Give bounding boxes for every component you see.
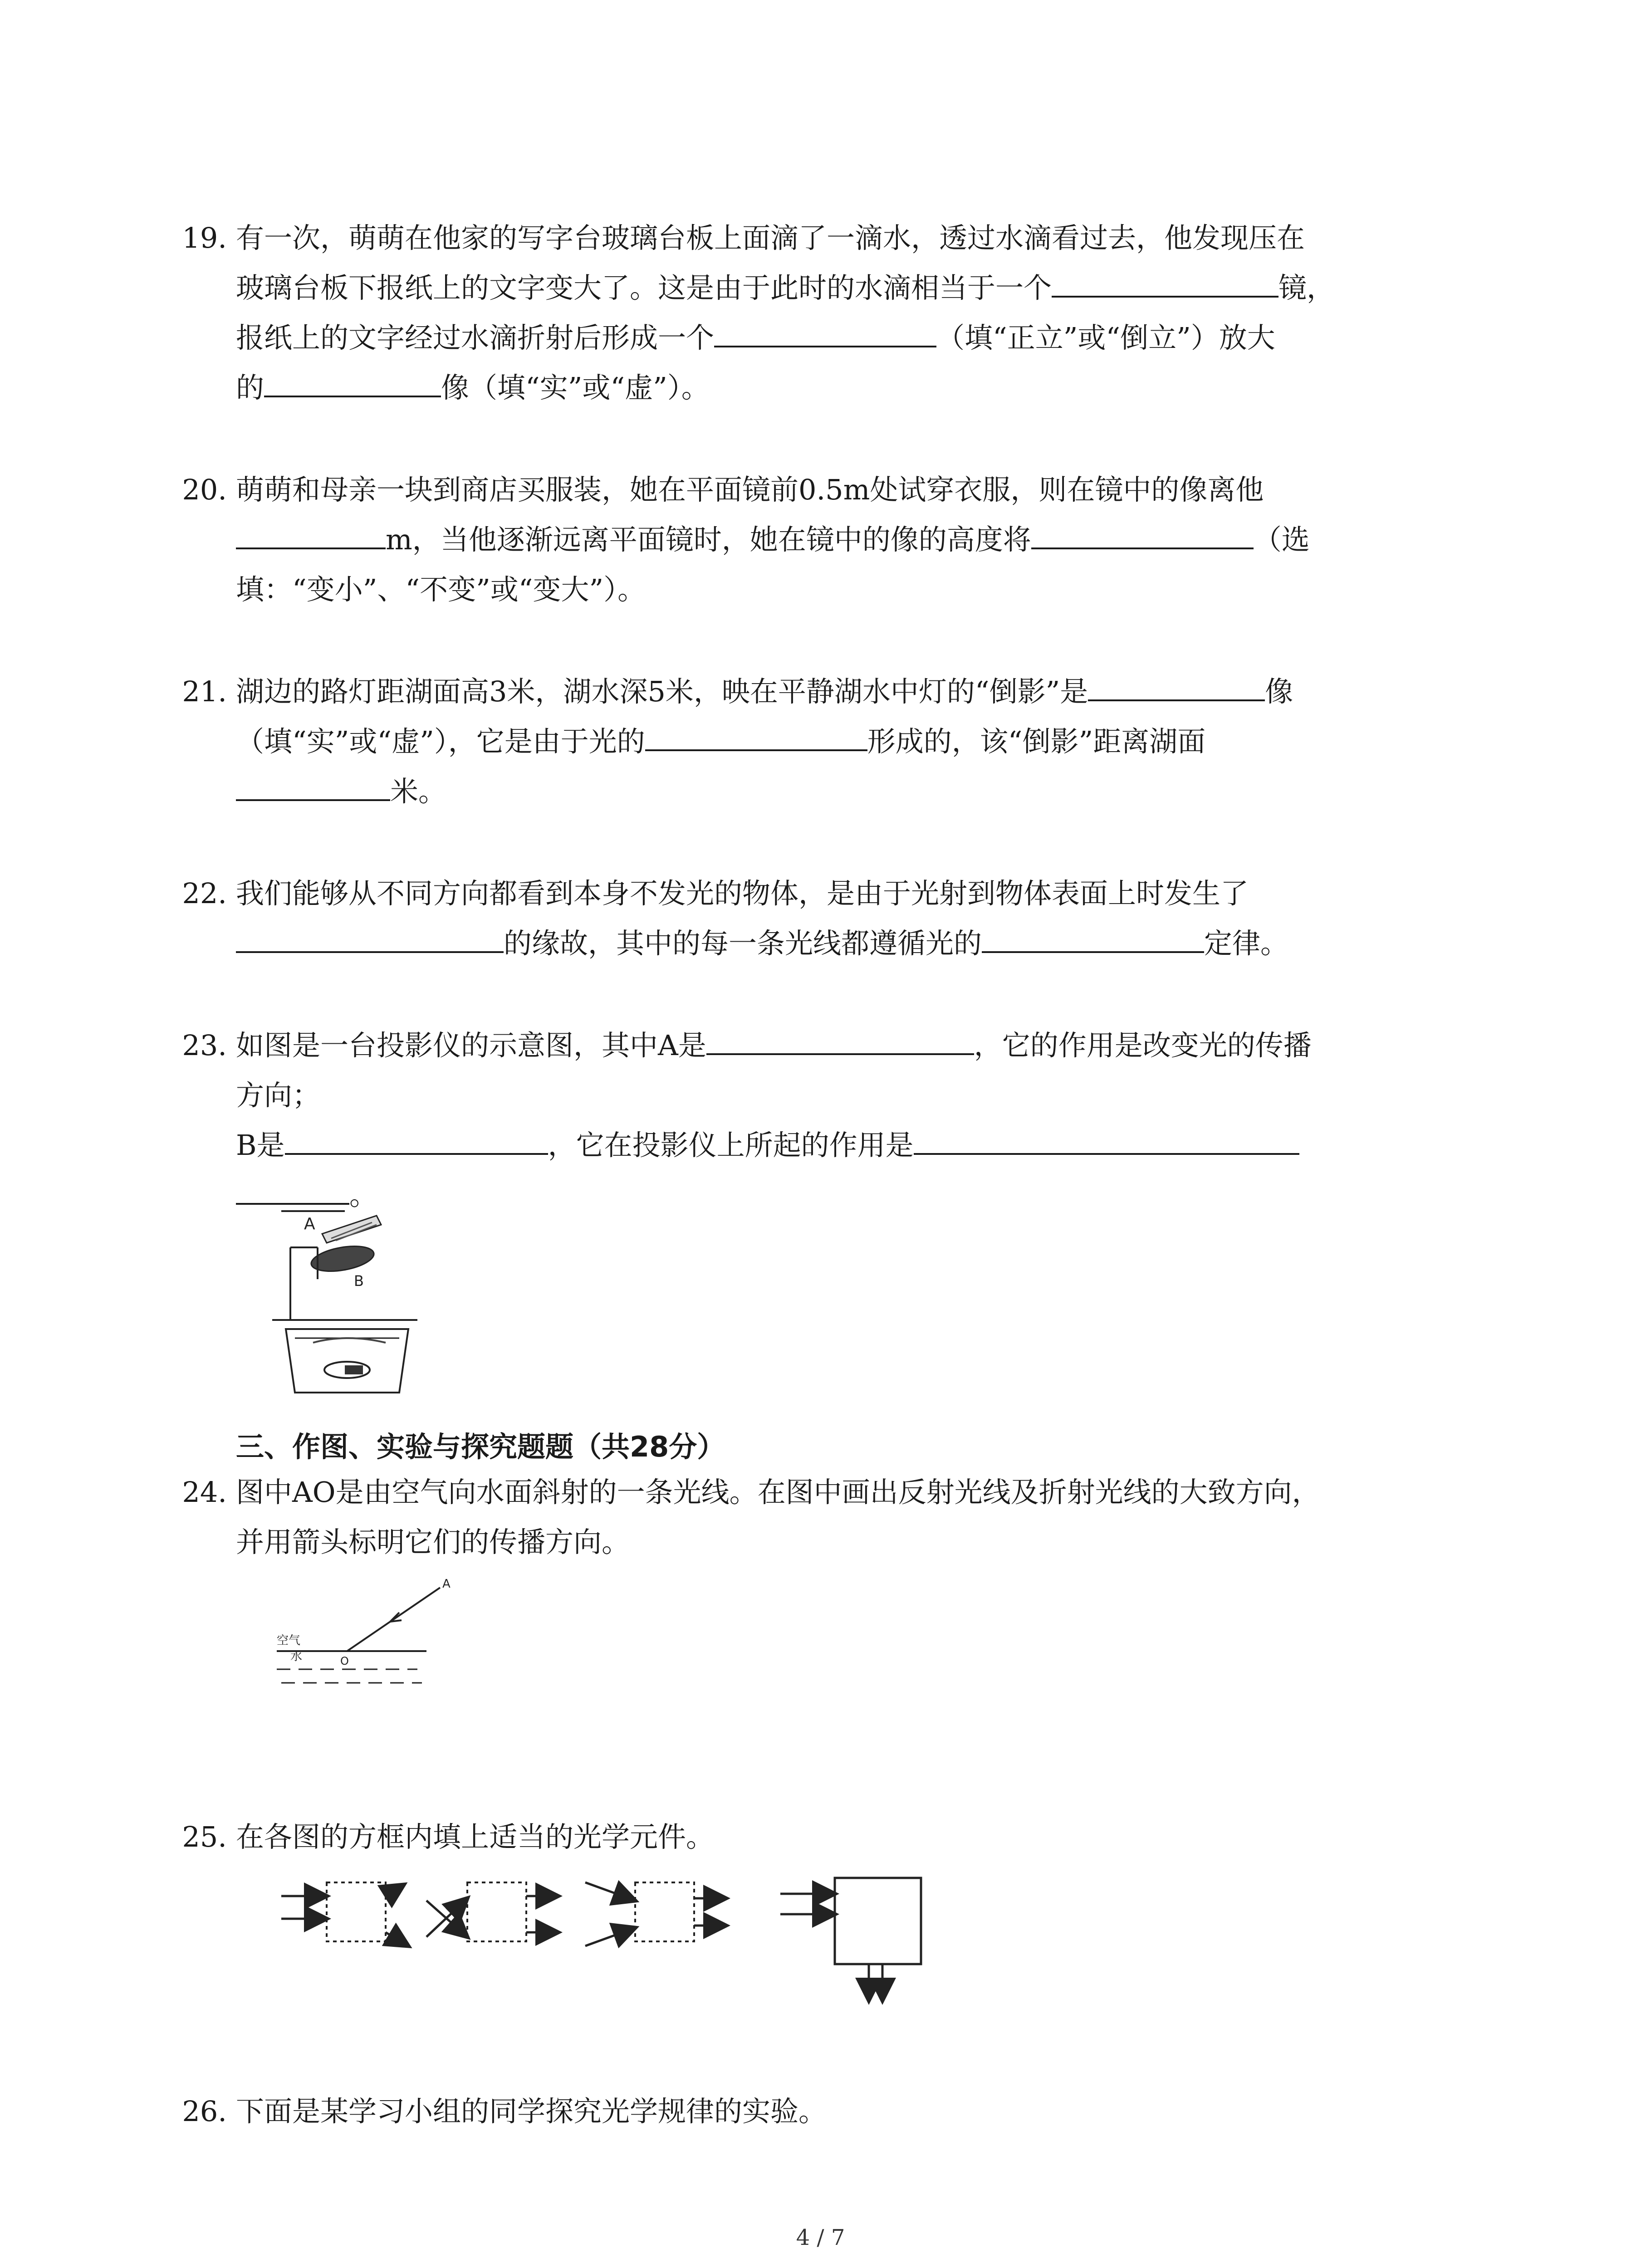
answer-blank[interactable] — [264, 364, 441, 397]
text-line: B是 — [236, 1129, 285, 1162]
text-line: 镜， — [1279, 271, 1335, 304]
question-26 — [182, 2087, 1461, 2136]
question-number: 25. — [182, 1820, 227, 1853]
answer-blank[interactable] — [982, 919, 1204, 953]
answer-blank[interactable] — [236, 1171, 349, 1205]
box-1 — [281, 1882, 408, 1946]
answer-blank[interactable] — [914, 1121, 1299, 1155]
text-line: 下面是某学习小组的同学探究光学规律的实验。 — [236, 2095, 827, 2128]
projector-diagram — [268, 1207, 449, 1397]
label-water: 水 — [290, 1650, 303, 1663]
answer-blank[interactable] — [714, 314, 936, 347]
text-line: 有一次，萌萌在他家的写字台玻璃台板上面滴了一滴水，透过水滴看过去，他发现压在 — [236, 221, 1305, 254]
question-19 — [182, 213, 1461, 413]
label-a: A — [304, 1215, 315, 1233]
question-number: 22. — [182, 877, 227, 910]
answer-blank[interactable] — [285, 1121, 548, 1155]
text-line: 填：“变小”、“不变”或“变大”）。 — [236, 573, 646, 606]
text-line: 湖边的路灯距湖面高3米，湖水深5米，映在平静湖水中灯的“倒影”是 — [236, 675, 1088, 708]
answer-blank[interactable] — [645, 718, 867, 751]
answer-blank[interactable] — [1052, 264, 1279, 298]
label-a: A — [442, 1579, 451, 1591]
question-number: 19. — [182, 221, 227, 254]
text-line: 米。 — [390, 775, 447, 808]
answer-blank[interactable] — [706, 1022, 974, 1055]
question-21 — [182, 667, 1461, 816]
text-line: ，它在投影仪上所起的作用是 — [548, 1129, 914, 1162]
question-24 — [182, 1467, 1461, 1567]
answer-blank[interactable] — [1031, 516, 1254, 549]
text-line: 的 — [236, 371, 265, 404]
text-line: 图中AO是由空气向水面斜射的一条光线。在图中画出反射光线及折射光线的大致方向， — [236, 1476, 1320, 1509]
text-line: 形成的，该“倒影”距离湖面 — [867, 725, 1206, 758]
text-line: （选 — [1253, 523, 1310, 556]
question-number: 26. — [182, 2095, 227, 2128]
text-line: 萌萌和母亲一块到商店买服装，她在平面镜前0.5m处试穿衣服，则在镜中的像离他 — [236, 473, 1264, 506]
text-line: 像 — [1265, 675, 1293, 708]
text-line: m，当他逐渐远离平面镜时，她在镜中的像的高度将 — [386, 523, 1031, 556]
text-line: （填“正立”或“倒立”）放大 — [936, 321, 1275, 354]
text-line: 我们能够从不同方向都看到本身不发光的物体，是由于光射到物体表面上时发生了 — [236, 877, 1249, 910]
text-line: 并用箭头标明它们的传播方向。 — [236, 1525, 630, 1559]
label-air: 空气 — [277, 1634, 301, 1647]
answer-blank[interactable] — [236, 767, 390, 801]
section-heading: 三、作图、实验与探究题题（共28分） — [236, 1430, 725, 1463]
text-line: 方向； — [236, 1079, 321, 1112]
box-3 — [585, 1882, 726, 1946]
label-b: B — [354, 1272, 364, 1290]
question-25 — [182, 1812, 1461, 1862]
text-line: 报纸上的文字经过水滴折射后形成一个 — [236, 321, 715, 354]
box-2 — [426, 1882, 558, 1941]
text-line: 像（填“实”或“虚”）。 — [441, 371, 710, 404]
text-line: ，它的作用是改变光的传播 — [974, 1029, 1312, 1062]
answer-blank[interactable] — [1088, 668, 1265, 701]
question-number: 23. — [182, 1029, 227, 1062]
text-line: 定律。 — [1204, 927, 1289, 960]
text-line: （填“实”或“虚”），它是由于光的 — [236, 725, 645, 758]
answer-blank[interactable] — [236, 919, 504, 953]
question-20 — [182, 465, 1461, 615]
question-number: 21. — [182, 675, 227, 708]
answer-blank[interactable] — [236, 516, 386, 549]
optical-elements-diagram — [277, 1873, 939, 2009]
text-line: 如图是一台投影仪的示意图，其中A是 — [236, 1029, 706, 1062]
page-number: 4 / 7 — [796, 2225, 845, 2250]
question-23 — [182, 1021, 1461, 1220]
question-number: 24. — [182, 1476, 227, 1509]
text-line: 在各图的方框内填上适当的光学元件。 — [236, 1820, 715, 1853]
question-22 — [182, 869, 1461, 968]
refraction-diagram — [277, 1579, 458, 1687]
text-line: 的缘故，其中的每一条光线都遵循光的 — [504, 927, 982, 960]
label-o: O — [340, 1655, 349, 1667]
text-line: 。 — [349, 1178, 378, 1212]
box-4 — [780, 1878, 921, 2000]
text-line: 玻璃台板下报纸上的文字变大了。这是由于此时的水滴相当于一个 — [236, 271, 1052, 304]
question-number: 20. — [182, 473, 227, 506]
